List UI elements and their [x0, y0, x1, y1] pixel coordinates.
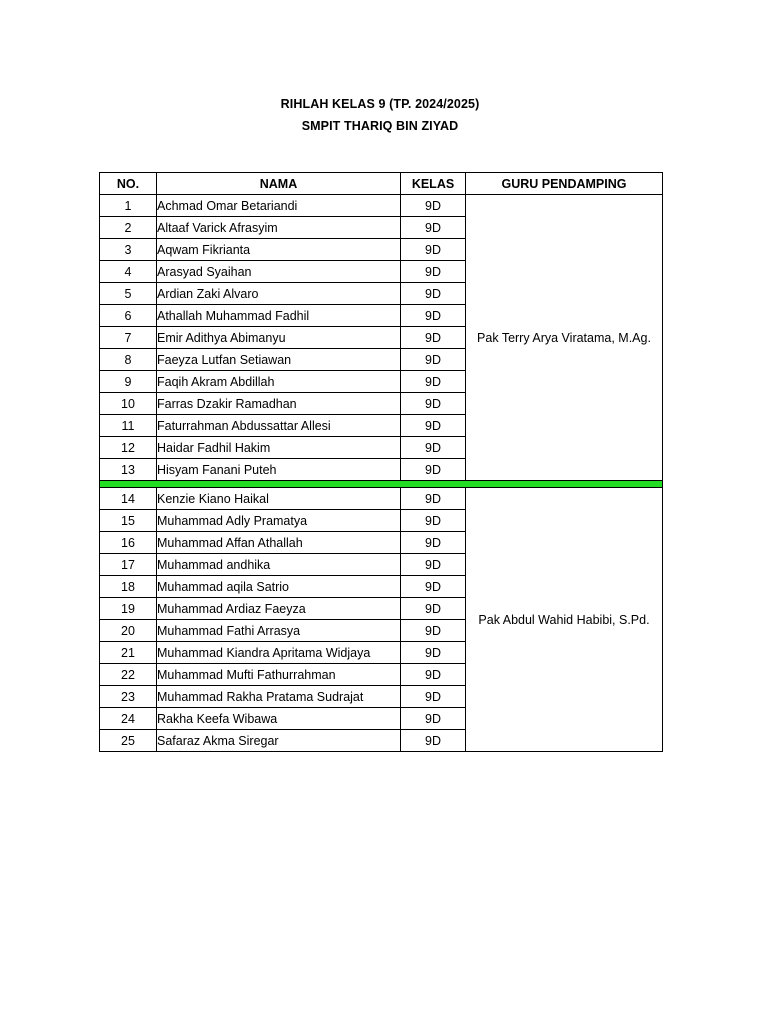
column-header-kelas: KELAS [401, 173, 466, 195]
cell-kelas: 9D [401, 239, 466, 261]
cell-no: 13 [100, 459, 157, 481]
cell-no: 6 [100, 305, 157, 327]
cell-kelas: 9D [401, 730, 466, 752]
cell-no: 18 [100, 576, 157, 598]
cell-no: 2 [100, 217, 157, 239]
column-header-guru-pendamping: GURU PENDAMPING [466, 173, 663, 195]
cell-no: 19 [100, 598, 157, 620]
cell-guru-pendamping: Pak Abdul Wahid Habibi, S.Pd. [466, 488, 663, 752]
cell-no: 4 [100, 261, 157, 283]
cell-no: 25 [100, 730, 157, 752]
cell-nama: Muhammad Kiandra Apritama Widjaya [157, 642, 401, 664]
cell-nama: Kenzie Kiano Haikal [157, 488, 401, 510]
cell-nama: Faqih Akram Abdillah [157, 371, 401, 393]
cell-nama: Muhammad andhika [157, 554, 401, 576]
cell-nama: Aqwam Fikrianta [157, 239, 401, 261]
cell-kelas: 9D [401, 327, 466, 349]
cell-no: 9 [100, 371, 157, 393]
group-separator [100, 481, 663, 488]
cell-nama: Muhammad Rakha Pratama Sudrajat [157, 686, 401, 708]
cell-no: 3 [100, 239, 157, 261]
cell-kelas: 9D [401, 642, 466, 664]
cell-nama: Safaraz Akma Siregar [157, 730, 401, 752]
cell-kelas: 9D [401, 532, 466, 554]
cell-no: 5 [100, 283, 157, 305]
cell-kelas: 9D [401, 217, 466, 239]
cell-no: 15 [100, 510, 157, 532]
cell-nama: Achmad Omar Betariandi [157, 195, 401, 217]
cell-no: 17 [100, 554, 157, 576]
cell-no: 24 [100, 708, 157, 730]
cell-nama: Athallah Muhammad Fadhil [157, 305, 401, 327]
cell-nama: Rakha Keefa Wibawa [157, 708, 401, 730]
cell-no: 14 [100, 488, 157, 510]
cell-kelas: 9D [401, 305, 466, 327]
column-header-nama: NAMA [157, 173, 401, 195]
cell-nama: Muhammad Mufti Fathurrahman [157, 664, 401, 686]
cell-nama: Muhammad Ardiaz Faeyza [157, 598, 401, 620]
cell-kelas: 9D [401, 437, 466, 459]
cell-nama: Arasyad Syaihan [157, 261, 401, 283]
table-row [100, 195, 663, 217]
cell-no: 23 [100, 686, 157, 708]
cell-kelas: 9D [401, 620, 466, 642]
cell-no: 10 [100, 393, 157, 415]
cell-no: 22 [100, 664, 157, 686]
cell-nama: Faturrahman Abdussattar Allesi [157, 415, 401, 437]
cell-kelas: 9D [401, 195, 466, 217]
participant-table [99, 172, 663, 752]
cell-kelas: 9D [401, 459, 466, 481]
cell-no: 1 [100, 195, 157, 217]
cell-no: 8 [100, 349, 157, 371]
cell-kelas: 9D [401, 393, 466, 415]
cell-kelas: 9D [401, 686, 466, 708]
cell-nama: Hisyam Fanani Puteh [157, 459, 401, 481]
cell-no: 7 [100, 327, 157, 349]
cell-no: 21 [100, 642, 157, 664]
cell-nama: Ardian Zaki Alvaro [157, 283, 401, 305]
cell-kelas: 9D [401, 371, 466, 393]
cell-nama: Farras Dzakir Ramadhan [157, 393, 401, 415]
cell-kelas: 9D [401, 488, 466, 510]
cell-kelas: 9D [401, 283, 466, 305]
cell-kelas: 9D [401, 708, 466, 730]
cell-kelas: 9D [401, 554, 466, 576]
cell-kelas: 9D [401, 576, 466, 598]
cell-nama: Haidar Fadhil Hakim [157, 437, 401, 459]
cell-nama: Muhammad Affan Athallah [157, 532, 401, 554]
column-header-no: NO. [100, 173, 157, 195]
document-title: RIHLAH KELAS 9 (TP. 2024/2025) [280, 97, 480, 111]
cell-kelas: 9D [401, 598, 466, 620]
cell-nama: Emir Adithya Abimanyu [157, 327, 401, 349]
group-separator-bar [100, 481, 663, 488]
cell-no: 16 [100, 532, 157, 554]
cell-nama: Muhammad Fathi Arrasya [157, 620, 401, 642]
cell-kelas: 9D [401, 415, 466, 437]
cell-nama: Faeyza Lutfan Setiawan [157, 349, 401, 371]
table-row [100, 488, 663, 510]
cell-guru-pendamping: Pak Terry Arya Viratama, M.Ag. [466, 195, 663, 481]
cell-kelas: 9D [401, 261, 466, 283]
cell-no: 12 [100, 437, 157, 459]
cell-kelas: 9D [401, 510, 466, 532]
cell-no: 11 [100, 415, 157, 437]
cell-kelas: 9D [401, 664, 466, 686]
table-body [100, 195, 663, 752]
cell-nama: Muhammad aqila Satrio [157, 576, 401, 598]
cell-no: 20 [100, 620, 157, 642]
document-subtitle: SMPIT THARIQ BIN ZIYAD [301, 119, 459, 133]
cell-nama: Muhammad Adly Pramatya [157, 510, 401, 532]
cell-kelas: 9D [401, 349, 466, 371]
table-header-row [100, 173, 663, 195]
cell-nama: Altaaf Varick Afrasyim [157, 217, 401, 239]
